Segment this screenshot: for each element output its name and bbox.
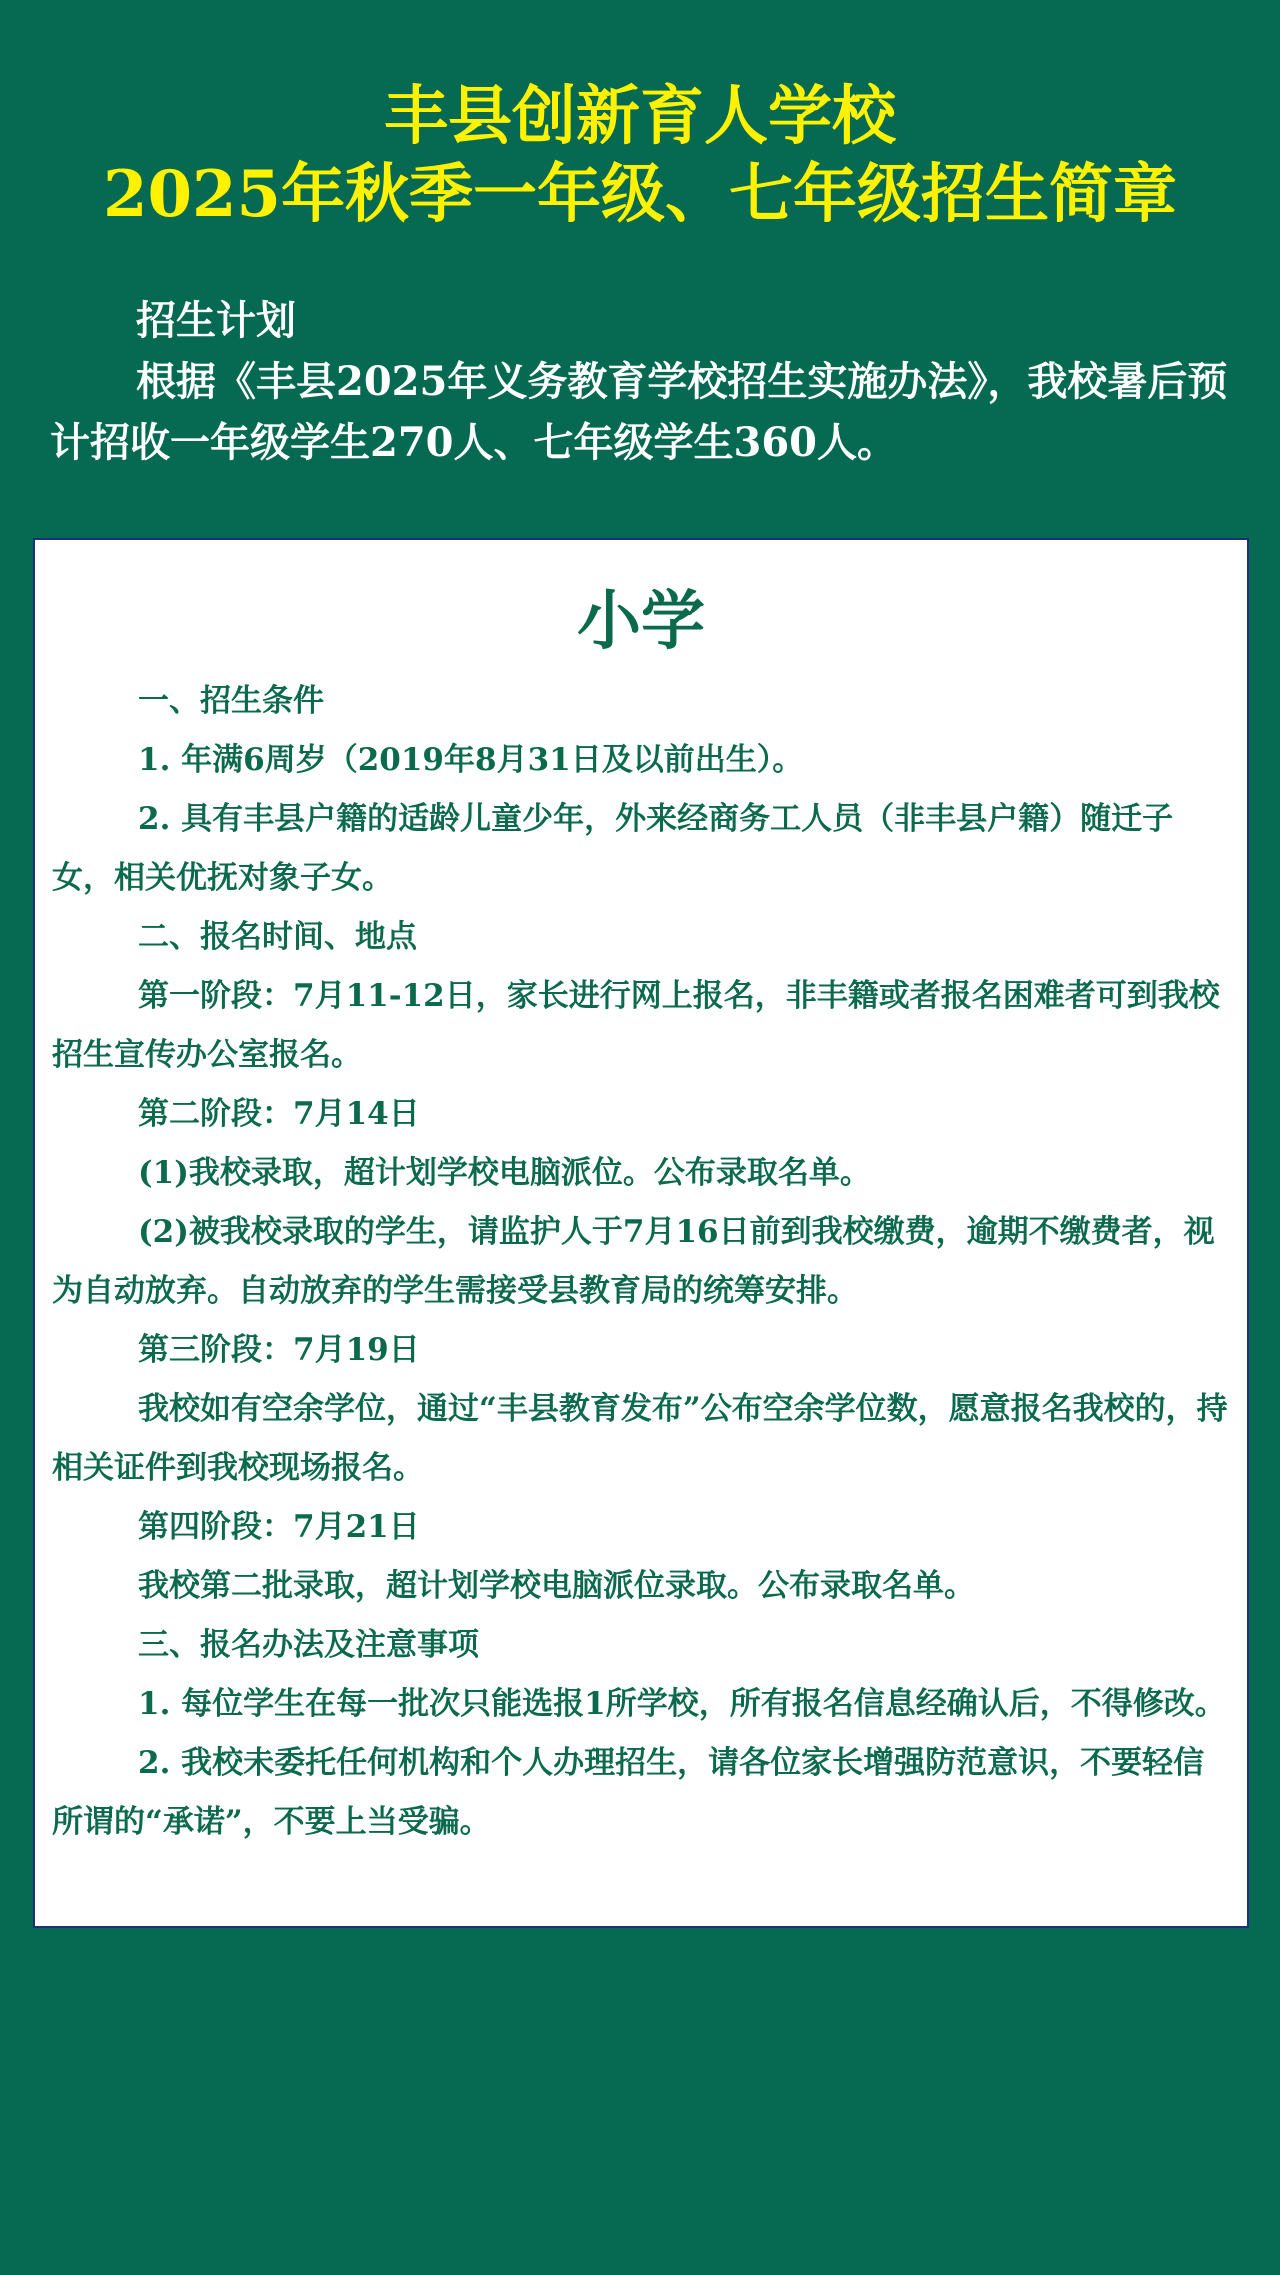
heading-notes: 三、报名办法及注意事项 [138, 1627, 479, 1663]
stage-two-item-2: (2)被我校录取的学生，请监护人于7月16日前到我校缴费，逾期不缴费者，视为自动放弃。自动放弃的学生需接受县教育局的统筹安排。 [52, 1214, 1215, 1309]
condition-residency: 2. 具有丰县户籍的适龄儿童少年，外来经商务工人员（非丰县户籍）随迁子女，相关优抚对象子女。 [52, 801, 1174, 896]
stage-three-text: 我校如有空余学位，通过“丰县教育发布”公布空余学位数，愿意报名我校的，持相关证件到我校现场报名。 [52, 1391, 1228, 1486]
school-name-title: 丰县创新育人学校 [384, 79, 896, 154]
stage-four-text: 我校第二批录取，超计划学校电脑派位录取。公布录取名单。 [138, 1568, 975, 1604]
stage-four-heading: 第四阶段：7月21日 [138, 1509, 420, 1545]
plan-heading: 招生计划 [136, 297, 296, 344]
stage-two-item-1: (1)我校录取，超计划学校电脑派位。公布录取名单。 [138, 1155, 871, 1191]
heading-registration-time: 二、报名时间、地点 [138, 919, 417, 955]
note-two: 2. 我校未委托任何机构和个人办理招生，请各位家长增强防范意识，不要轻信所谓的“承诺”，不要上当受骗。 [52, 1745, 1205, 1840]
brochure-title: 2025年秋季一年级、七年级招生简章 [102, 157, 1178, 232]
condition-age: 1. 年满6周岁（2019年8月31日及以前出生）。 [138, 742, 804, 778]
primary-school-card [33, 538, 1249, 1928]
stage-one: 第一阶段：7月11-12日，家长进行网上报名，非丰籍或者报名困难者可到我校招生宣传办公室报名。 [52, 978, 1220, 1073]
note-one: 1. 每位学生在每一批次只能选报1所学校，所有报名信息经确认后，不得修改。 [138, 1686, 1226, 1722]
enrollment-plan [50, 290, 1230, 473]
heading-conditions: 一、招生条件 [138, 683, 324, 719]
stage-three-heading: 第三阶段：7月19日 [138, 1332, 420, 1368]
primary-section-body [52, 672, 1232, 1852]
page-header [0, 78, 1280, 234]
stage-two-heading: 第二阶段：7月14日 [138, 1096, 420, 1132]
plan-text: 根据《丰县2025年义务教育学校招生实施办法》，我校暑后预计招收一年级学生270人、七年级学生360人。 [50, 358, 1228, 466]
primary-section-title: 小学 [577, 584, 705, 659]
